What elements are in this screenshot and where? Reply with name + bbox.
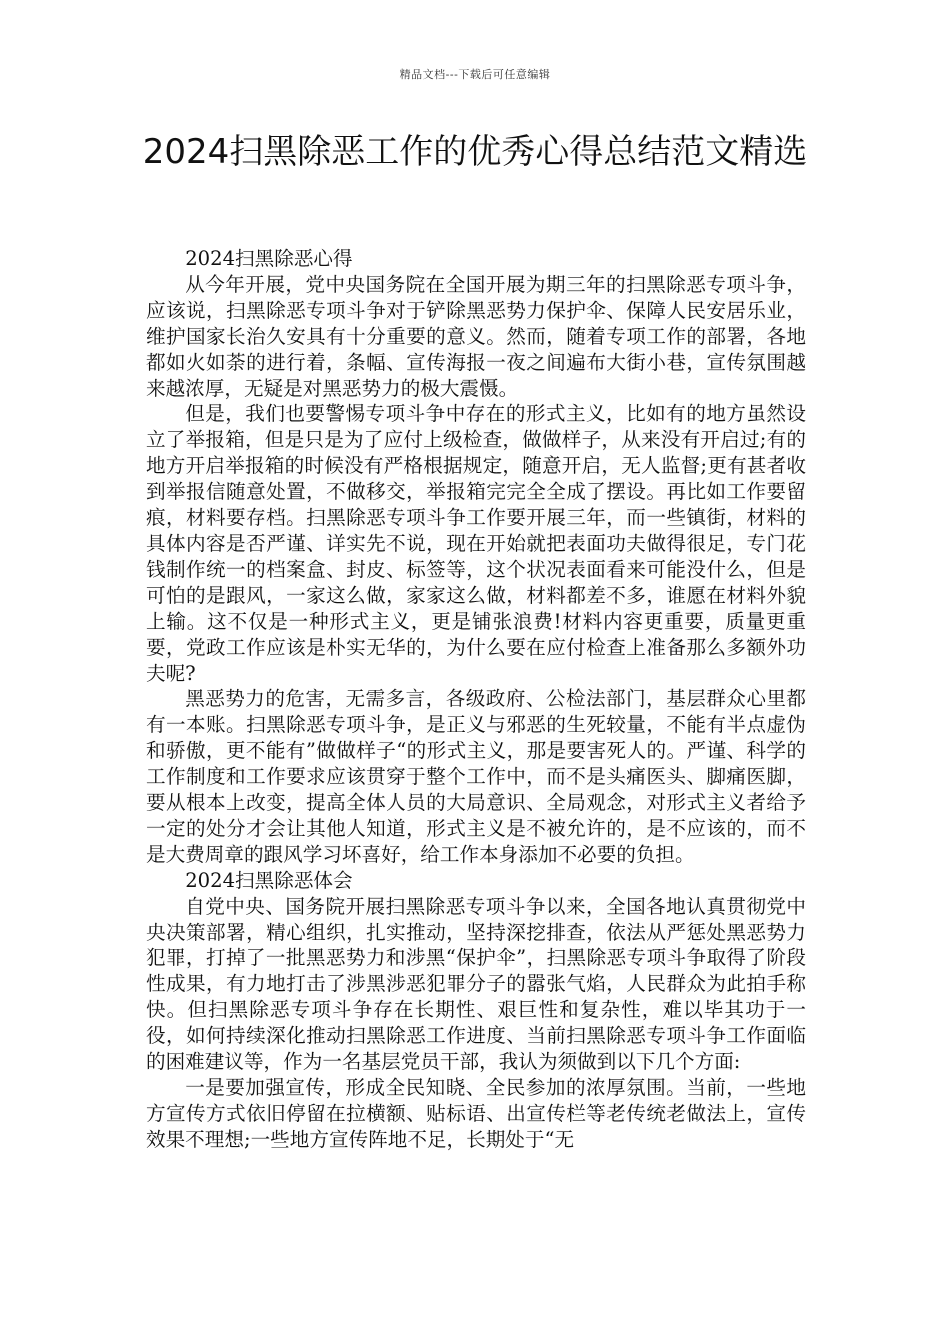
body-paragraph: 自党中央、国务院开展扫黑除恶专项斗争以来，全国各地认真贯彻党中央决策部署，精心组织，扎实推动，坚持深挖排查，依法从严惩处黑恶势力犯罪，打掉了一批黑恶势力和涉黑“保护伞”，扫黑除恶专项斗争取得了阶段性成果，有力地打击了涉黑涉恶犯罪分子的嚣张气焰，人民群众为此拍手称快。但扫黑除恶专项斗争存在长期性、艰巨性和复杂性，难以毕其功于一役，如何持续深化推动扫黑除恶工作进度、当前扫黑除恶专项斗争工作面临的困难建议等，作为一名基层党员干部，我认为须做到以下几个方面:	[146, 894, 806, 1074]
header-note: 精品文档---下载后可任意编辑	[399, 68, 551, 81]
body-paragraph: 黑恶势力的危害，无需多言，各级政府、公检法部门，基层群众心里都有一本账。扫黑除恶专项斗争，是正义与邪恶的生死较量，不能有半点虚伪和骄傲，更不能有”做做样子“的形式主义，那是要害死人的。严谨、科学的工作制度和工作要求应该贯穿于整个工作中，而不是头痛医头、脚痛医脚，要从根本上改变，提高全体人员的大局意识、全局观念，对形式主义者给予一定的处分才会让其他人知道，形式主义是不被允许的，是不应该的，而不是大费周章的跟风学习坏喜好，给工作本身添加不必要的负担。	[146, 687, 806, 866]
section-heading: 2024扫黑除恶心得	[185, 247, 353, 270]
body-paragraph: 从今年开展，党中央国务院在全国开展为期三年的扫黑除恶专项斗争，应该说，扫黑除恶专项斗争对于铲除黑恶势力保护伞、保障人民安居乐业，维护国家长治久安具有十分重要的意义。然而，随着专项工作的部署，各地都如火如荼的进行着，条幅、宣传海报一夜之间遍布大街小巷，宣传氛围越来越浓厚，无疑是对黑恶势力的极大震慑。	[146, 272, 806, 400]
document-body	[146, 246, 806, 1153]
section-heading: 2024扫黑除恶体会	[185, 868, 353, 892]
body-paragraph: 一是要加强宣传，形成全民知晓、全民参加的浓厚氛围。当前，一些地方宣传方式依旧停留在拉横额、贴标语、出宣传栏等老传统老做法上，宣传效果不理想;一些地方宣传阵地不足，长期处于“无	[146, 1076, 806, 1151]
body-paragraph: 但是，我们也要警惕专项斗争中存在的形式主义，比如有的地方虽然设立了举报箱，但是只是为了应付上级检查，做做样子，从来没有开启过;有的地方开启举报箱的时候没有严格根据规定，随意开启，无人监督;更有甚者收到举报信随意处置，不做移交，举报箱完完全全成了摆设。再比如工作要留痕，材料要存档。扫黑除恶专项斗争工作要开展三年，而一些镇街，材料的具体内容是否严谨、详实先不说，现在开始就把表面功夫做得很足，专门花钱制作统一的档案盒、封皮、标签等，这个状况表面看来可能没什么，但是可怕的是跟风，一家这么做，家家这么做，材料都差不多，谁愿在材料外貌上输。这不仅是一种形式主义，更是铺张浪费!材料内容更重要，质量更重要，党政工作应该是朴实无华的，为什么要在应付检查上准备那么多额外功夫呢?	[146, 402, 806, 685]
document-title: 2024扫黑除恶工作的优秀心得总结范文精选	[142, 132, 808, 172]
